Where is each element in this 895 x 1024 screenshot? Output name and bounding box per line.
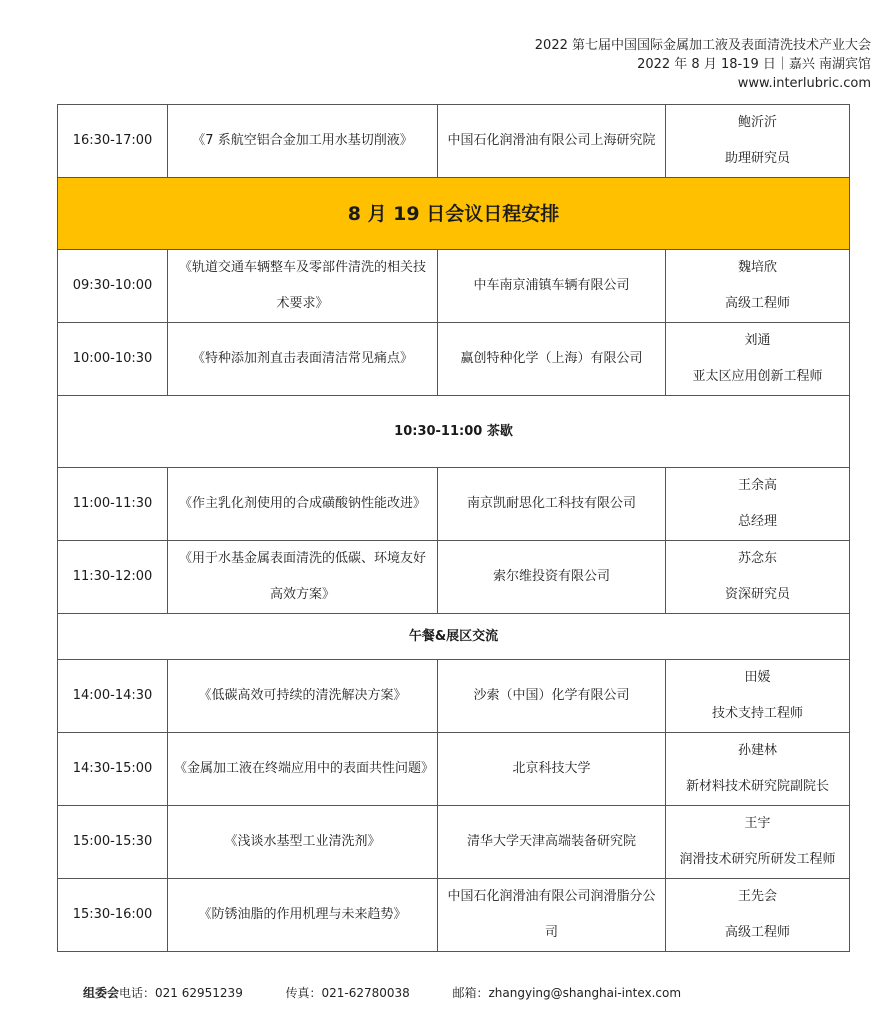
session-topic: 《金属加工液在终端应用中的表面共性问题》 xyxy=(168,733,438,806)
session-topic: 《防锈油脂的作用机理与未来趋势》 xyxy=(168,879,438,952)
session-topic: 《轨道交通车辆整车及零部件清洗的相关技术要求》 xyxy=(168,250,438,323)
session-organization: 北京科技大学 xyxy=(438,733,666,806)
conference-website: www.interlubric.com xyxy=(737,76,871,91)
footer-org-label: 组委会 xyxy=(83,986,120,1000)
speaker-role: 总经理 xyxy=(737,514,777,529)
session-speaker xyxy=(666,105,850,178)
table-row xyxy=(58,733,850,806)
footer-phone-label: 电话： xyxy=(119,986,156,1000)
session-time: 14:00-14:30 xyxy=(58,660,168,733)
table-row xyxy=(58,105,850,178)
table-row xyxy=(58,806,850,879)
session-time: 11:30-12:00 xyxy=(58,541,168,614)
speaker-name: 魏培欣 xyxy=(737,260,777,275)
session-speaker xyxy=(666,660,850,733)
session-time: 14:30-15:00 xyxy=(58,733,168,806)
session-speaker xyxy=(666,879,850,952)
footer-email-label: 邮箱： xyxy=(452,986,489,1000)
session-organization: 中国石化润滑油有限公司上海研究院 xyxy=(438,105,666,178)
speaker-name: 鲍沂沂 xyxy=(737,115,777,130)
table-row xyxy=(58,541,850,614)
session-speaker xyxy=(666,323,850,396)
session-organization: 中车南京浦镇车辆有限公司 xyxy=(438,250,666,323)
footer-phone: 021 62951239 xyxy=(155,986,243,1000)
session-time: 10:00-10:30 xyxy=(58,323,168,396)
session-time: 15:00-15:30 xyxy=(58,806,168,879)
session-organization: 南京凯耐思化工科技有限公司 xyxy=(438,468,666,541)
speaker-name: 孙建林 xyxy=(737,743,777,758)
conference-title: 2022 第七届中国国际金属加工液及表面清洗技术产业大会 xyxy=(534,38,871,53)
conference-date-venue: 2022 年 8 月 18-19 日｜嘉兴 南湖宾馆 xyxy=(637,57,871,72)
session-organization: 中国石化润滑油有限公司润滑脂分公司 xyxy=(438,879,666,952)
day-title-row xyxy=(58,178,850,250)
session-organization: 清华大学天津高端装备研究院 xyxy=(438,806,666,879)
speaker-name: 王余高 xyxy=(737,478,777,493)
speaker-role: 助理研究员 xyxy=(724,151,790,166)
session-organization: 赢创特种化学（上海）有限公司 xyxy=(438,323,666,396)
table-row xyxy=(58,250,850,323)
page-header xyxy=(535,36,871,93)
speaker-role: 高级工程师 xyxy=(724,296,790,311)
session-time: 16:30-17:00 xyxy=(58,105,168,178)
speaker-role: 亚太区应用创新工程师 xyxy=(692,369,823,384)
break-row xyxy=(58,614,850,660)
session-time: 09:30-10:00 xyxy=(58,250,168,323)
session-speaker xyxy=(666,733,850,806)
speaker-name: 王先会 xyxy=(737,889,777,904)
session-organization: 索尔维投资有限公司 xyxy=(438,541,666,614)
speaker-name: 苏念东 xyxy=(737,551,777,566)
footer-email: zhangying@shanghai-intex.com xyxy=(488,986,682,1000)
table-row xyxy=(58,660,850,733)
break-row xyxy=(58,396,850,468)
speaker-role: 技术支持工程师 xyxy=(711,706,803,721)
session-topic: 《浅谈水基型工业清洗剂》 xyxy=(168,806,438,879)
session-time: 11:00-11:30 xyxy=(58,468,168,541)
schedule-table xyxy=(57,104,850,952)
page-footer xyxy=(83,984,681,1001)
session-topic: 《7 系航空铝合金加工用水基切削液》 xyxy=(168,105,438,178)
footer-fax: 021-62780038 xyxy=(321,986,410,1000)
speaker-name: 刘通 xyxy=(744,333,771,348)
session-topic: 《用于水基金属表面清洗的低碳、环境友好高效方案》 xyxy=(168,541,438,614)
speaker-role: 新材料技术研究院副院长 xyxy=(685,779,829,794)
speaker-name: 田媛 xyxy=(744,670,771,685)
speaker-role: 高级工程师 xyxy=(724,925,790,940)
session-topic: 《作主乳化剂使用的合成磺酸钠性能改进》 xyxy=(168,468,438,541)
speaker-role: 润滑技术研究所研发工程师 xyxy=(679,852,836,867)
footer-fax-label: 传真： xyxy=(285,986,322,1000)
session-speaker xyxy=(666,541,850,614)
lunch-break: 午餐&展区交流 xyxy=(58,614,850,660)
session-topic: 《低碳高效可持续的清洗解决方案》 xyxy=(168,660,438,733)
day-title: 8 月 19 日会议日程安排 xyxy=(58,178,850,250)
tea-break: 10:30-11:00 茶歇 xyxy=(58,396,850,468)
session-speaker xyxy=(666,806,850,879)
speaker-role: 资深研究员 xyxy=(724,587,790,602)
table-row xyxy=(58,323,850,396)
table-row xyxy=(58,879,850,952)
table-row xyxy=(58,468,850,541)
session-topic: 《特种添加剂直击表面清洁常见痛点》 xyxy=(168,323,438,396)
speaker-name: 王宇 xyxy=(744,816,771,831)
session-time: 15:30-16:00 xyxy=(58,879,168,952)
session-speaker xyxy=(666,250,850,323)
session-organization: 沙索（中国）化学有限公司 xyxy=(438,660,666,733)
session-speaker xyxy=(666,468,850,541)
